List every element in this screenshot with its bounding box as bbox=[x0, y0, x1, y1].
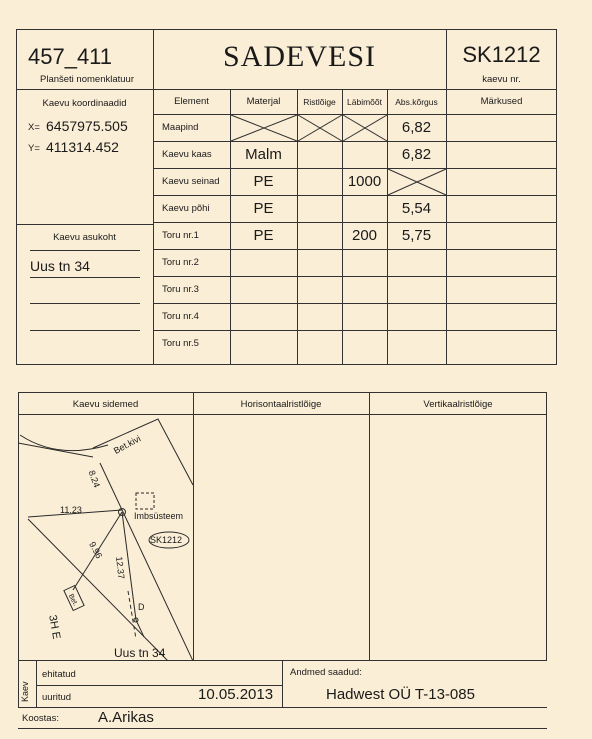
sketch-dim-1123: 11.23 bbox=[60, 505, 82, 515]
ties-label: Kaevu sidemed bbox=[72, 399, 139, 410]
sketch-small-building: Bet. bbox=[66, 593, 79, 608]
row-height: 5,54 bbox=[401, 200, 432, 217]
row-material: PE bbox=[253, 227, 274, 244]
surveyed-date: 10.05.2013 bbox=[198, 686, 274, 703]
sketch-well-tag: SK1212 bbox=[150, 535, 183, 545]
row-height: 5,75 bbox=[401, 227, 432, 244]
sketch-dim-824: 8.24 bbox=[86, 469, 102, 489]
row-element: Toru nr.1 bbox=[162, 230, 199, 241]
sketch-d-mark: D bbox=[138, 602, 145, 612]
x-coordinate: 6457975.505 bbox=[46, 118, 128, 134]
header-diameter: Läbimõõt bbox=[347, 97, 382, 107]
row-element: Maapind bbox=[162, 122, 199, 133]
y-prefix: Y= bbox=[28, 143, 40, 154]
coordinates-label: Kaevu koordinaadid bbox=[42, 98, 127, 109]
header-height: Abs.kõrgus bbox=[395, 97, 438, 107]
sketch-system-label: Imbsüsteem bbox=[134, 511, 184, 521]
kaev-label: Kaev bbox=[20, 681, 30, 702]
well-number-label: kaevu nr. bbox=[482, 74, 521, 85]
y-coordinate: 411314.452 bbox=[46, 139, 119, 155]
row-element: Toru nr.2 bbox=[162, 257, 199, 268]
built-label: ehitatud bbox=[42, 669, 76, 680]
row-element: Toru nr.4 bbox=[162, 311, 199, 322]
location-value: Uus tn 34 bbox=[30, 258, 90, 274]
row-material: PE bbox=[253, 173, 274, 190]
sketch-dim-996: 9.96 bbox=[87, 540, 105, 561]
sketch-building-label: 3H E bbox=[46, 614, 63, 641]
vertical-section-label: Vertikaalristlõige bbox=[423, 399, 493, 410]
sketch-dim-1237: 12.37 bbox=[114, 556, 127, 580]
row-element: Kaevu kaas bbox=[162, 149, 212, 160]
row-diameter: 200 bbox=[351, 227, 378, 244]
sketch-bet-kivi: Bet.kivi bbox=[112, 433, 143, 456]
compiled-label: Koostas: bbox=[22, 713, 59, 724]
row-material: PE bbox=[253, 200, 274, 217]
row-element: Toru nr.3 bbox=[162, 284, 199, 295]
row-height: 6,82 bbox=[401, 119, 432, 136]
surveyed-label: uuritud bbox=[42, 692, 72, 703]
row-element: Toru nr.5 bbox=[162, 338, 199, 349]
horizontal-section-label: Horisontaalristlõige bbox=[240, 399, 322, 410]
row-element: Kaevu põhi bbox=[162, 203, 210, 214]
header-element: Element bbox=[174, 96, 209, 107]
header-notes: Märkused bbox=[480, 96, 523, 107]
page-title: SADEVESI bbox=[222, 40, 376, 73]
well-number: SK1212 bbox=[462, 42, 541, 67]
header-section: Ristlõige bbox=[303, 97, 336, 107]
sketch-street-label: Uus tn 34 bbox=[114, 646, 166, 660]
nomenclature-code: 457_411 bbox=[28, 44, 113, 69]
row-material: Malm bbox=[245, 146, 282, 163]
header-material: Materjal bbox=[246, 96, 281, 107]
data-from-label: Andmed saadud: bbox=[290, 667, 362, 678]
row-element: Kaevu seinad bbox=[162, 176, 220, 187]
row-height: 6,82 bbox=[401, 146, 432, 163]
data-from-value: Hadwest OÜ T-13-085 bbox=[326, 686, 475, 703]
x-prefix: X= bbox=[28, 122, 40, 133]
row-diameter: 1000 bbox=[347, 173, 382, 190]
location-label: Kaevu asukoht bbox=[53, 232, 116, 243]
nomenclature-label: Planšeti nomenklatuur bbox=[40, 74, 134, 85]
compiled-value: A.Arikas bbox=[98, 709, 154, 726]
